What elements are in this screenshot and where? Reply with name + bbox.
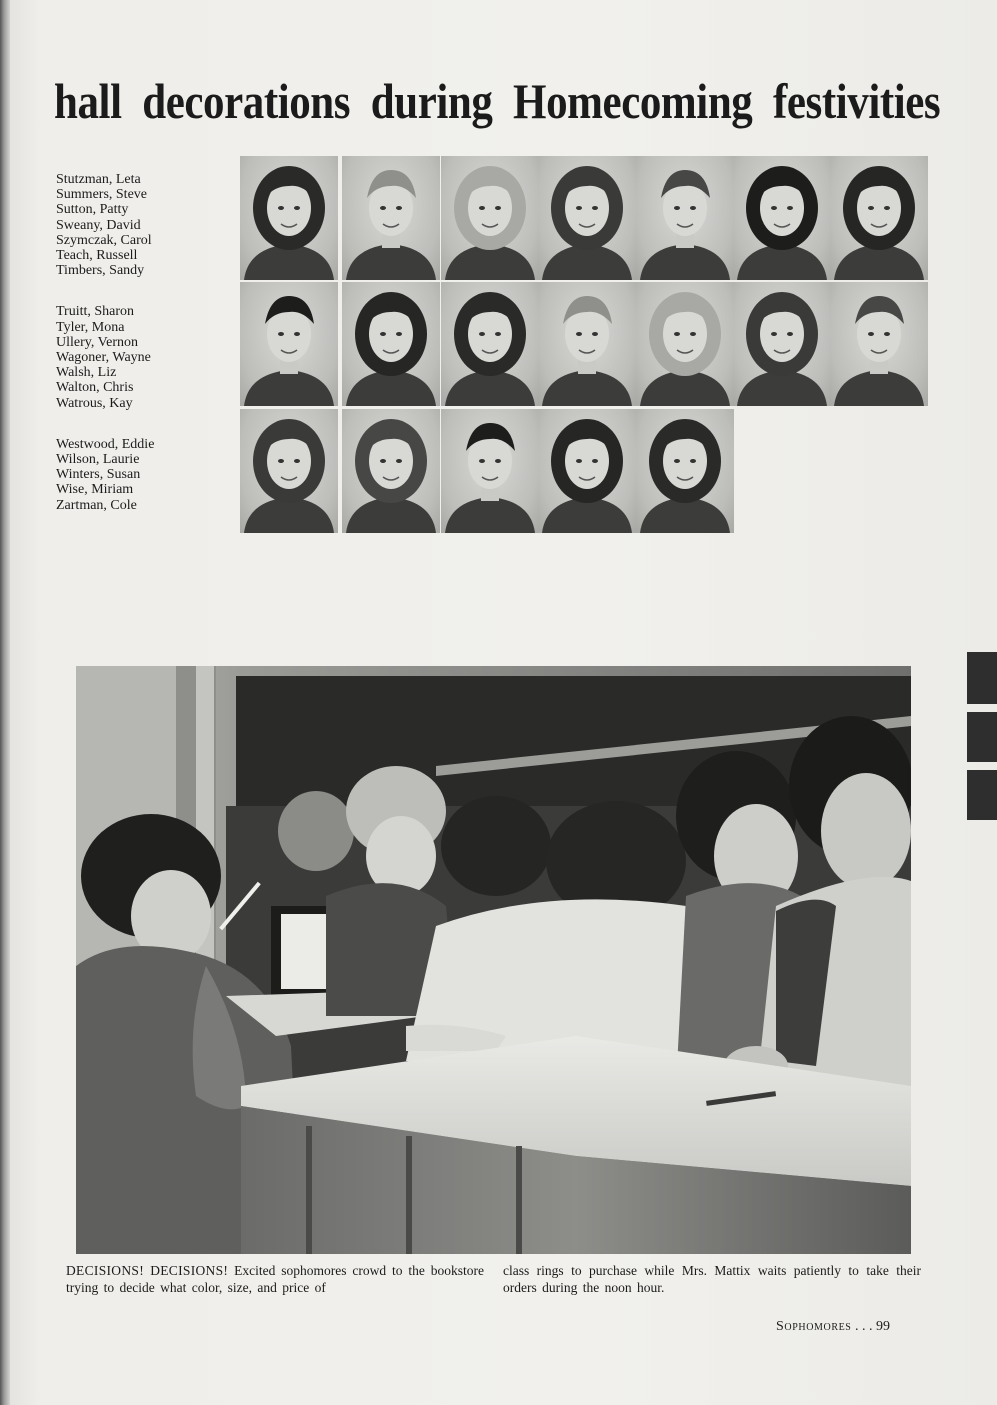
- student-portrait: [441, 156, 539, 280]
- edge-tab-2: [967, 712, 997, 762]
- page-number: 99: [875, 1319, 890, 1334]
- page-folio: [776, 1319, 936, 1335]
- student-portrait: [733, 156, 831, 280]
- page-headline: hall decorations during Homecoming festivities: [54, 73, 941, 129]
- bookstore-photo: [76, 666, 911, 1254]
- name-entry: Truitt, Sharon: [56, 304, 135, 320]
- bookstore-photo-image: [76, 666, 911, 1254]
- student-portrait: [240, 409, 338, 533]
- name-entry: Watrous, Kay: [56, 395, 133, 411]
- name-entry: Szymczak, Carol: [56, 232, 152, 248]
- name-entry: Sutton, Patty: [56, 202, 129, 218]
- edge-tab-3: [967, 770, 997, 820]
- student-portrait: [830, 282, 928, 406]
- name-group-3: [56, 437, 236, 513]
- name-entry: Zartman, Cole: [56, 497, 137, 513]
- name-entry: Sweany, David: [56, 217, 141, 233]
- student-portrait: [240, 156, 338, 280]
- name-entry: Wise, Miriam: [56, 482, 134, 498]
- student-portrait: [538, 282, 636, 406]
- name-entry: Winters, Susan: [56, 467, 141, 483]
- name-entry: Ullery, Vernon: [56, 334, 139, 350]
- photo-caption-right: class rings to purchase while Mrs. Mattix waits patiently to take their orders during the noon hour.: [503, 1263, 921, 1295]
- name-entry: Westwood, Eddie: [56, 436, 155, 452]
- page-binding-shadow: [0, 0, 10, 1405]
- name-entry: Wilson, Laurie: [56, 452, 140, 468]
- student-portrait: [636, 282, 734, 406]
- caption-lead: DECISIONS! DECISIONS!: [66, 1263, 229, 1278]
- student-portrait: [636, 156, 734, 280]
- caption-left-text: Excited sophomores crowd to the bookstore trying to decide what color, size, and price of: [66, 1263, 484, 1295]
- name-entry: Walton, Chris: [56, 380, 134, 396]
- name-group-1: [56, 172, 236, 278]
- name-entry: Timbers, Sandy: [56, 263, 145, 279]
- student-portrait: [830, 156, 928, 280]
- name-entry: Summers, Steve: [56, 187, 147, 203]
- student-portrait: [538, 156, 636, 280]
- student-portrait: [733, 282, 831, 406]
- name-entry: Teach, Russell: [56, 248, 138, 264]
- student-portrait: [240, 282, 338, 406]
- name-group-2: [56, 304, 236, 410]
- student-portrait: [636, 409, 734, 533]
- name-entry: Walsh, Liz: [56, 365, 117, 381]
- name-entry: Tyler, Mona: [56, 319, 125, 335]
- edge-tab-1: [967, 652, 997, 704]
- folio-separator: . . .: [851, 1319, 876, 1334]
- student-portrait: [342, 156, 440, 280]
- name-entry: Wagoner, Wayne: [56, 350, 151, 366]
- student-portrait: [342, 282, 440, 406]
- student-portrait: [441, 409, 539, 533]
- photo-caption-left: [66, 1262, 484, 1296]
- folio-section: Sophomores: [776, 1319, 852, 1334]
- name-entry: Stutzman, Leta: [56, 172, 141, 187]
- name-list: [56, 172, 236, 539]
- student-portrait: [441, 282, 539, 406]
- student-portrait: [342, 409, 440, 533]
- student-portrait: [538, 409, 636, 533]
